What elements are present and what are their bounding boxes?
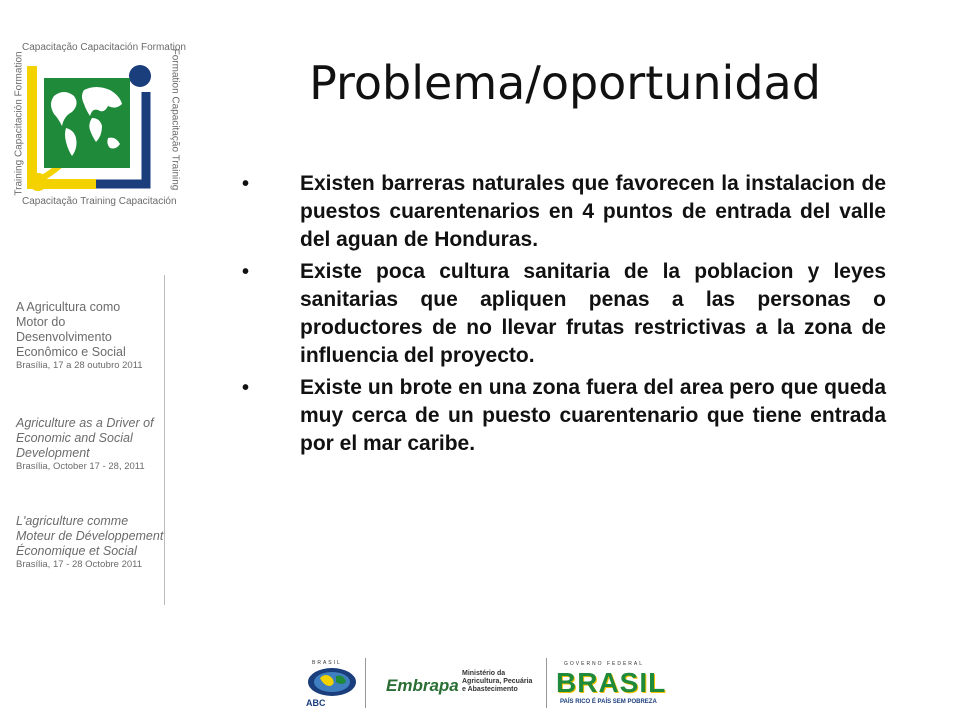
ministerio-line: e Abastecimento (462, 686, 518, 693)
bullet-item: • Existe poca cultura sanitaria de la poblacion y leyes sanitarias que apliquen penas a las personas o productores de no llevar frutas restrictivas a la zona de influencia del proyecto. (240, 258, 886, 370)
slide-title: Problema/oportunidad (309, 56, 821, 110)
training-logo (8, 40, 186, 210)
logo-left-text: Training Capacitación Formation (13, 51, 25, 196)
brasil-logo: BRASIL (556, 667, 667, 698)
abc-brasil-label: BRASIL (312, 660, 342, 666)
logo-top-text: Capacitação Capacitación Formation (22, 42, 186, 53)
ministerio-line: Agricultura, Pecuária (462, 678, 533, 685)
logo-bottom-text: Capacitação Training Capacitación (22, 196, 177, 207)
sidebar-line: Économique et Social (16, 544, 137, 558)
sidebar-date: Brasília, 17 a 28 outubro 2011 (16, 360, 143, 371)
abc-label: ABC (306, 698, 326, 708)
embrapa-logo: Embrapa (386, 676, 459, 695)
sidebar-portuguese (16, 300, 143, 372)
sidebar-date: Brasília, 17 - 28 Octobre 2011 (16, 559, 143, 570)
sidebar-line: A Agricultura como (16, 300, 121, 314)
sidebar-divider (164, 275, 165, 605)
sidebar-line: Econômico e Social (16, 345, 126, 359)
sidebar-line: Motor do (16, 315, 66, 329)
ministerio-label (462, 670, 532, 694)
footer-divider (365, 658, 366, 708)
logo-right-text: Formation Capacitação Training (169, 48, 181, 191)
bullet-item: • Existe un brote en una zona fuera del area pero que queda muy cerca de un puesto cuarentenario que tiene entrada por el mar caribe. (240, 374, 886, 458)
brasil-slogan: PAÍS RICO É PAÍS SEM POBREZA (560, 699, 657, 705)
sidebar-english (16, 416, 154, 473)
sidebar-date: Brasília, October 17 - 28, 2011 (16, 461, 145, 472)
sidebar-line: Moteur de Développement (16, 529, 164, 543)
governo-federal-label: GOVERNO FEDERAL (564, 661, 645, 667)
sidebar-line: Desenvolvimento (16, 330, 112, 344)
bullet-item: • Existen barreras naturales que favorecen la instalacion de puestos cuarentenarios en 4 puntos de entrada del valle del aguan de Honduras. (240, 170, 886, 254)
footer-divider (546, 658, 547, 708)
sidebar-line: Economic and Social (16, 431, 133, 445)
sidebar-line: Agriculture as a Driver of (16, 416, 154, 430)
sidebar-line: Development (16, 446, 90, 460)
globe-logo-icon (26, 56, 156, 194)
bullet-list (240, 170, 886, 462)
ministerio-line: Ministério da (462, 670, 506, 677)
sidebar-line: L'agriculture comme (16, 514, 129, 528)
sidebar-french (16, 514, 163, 571)
